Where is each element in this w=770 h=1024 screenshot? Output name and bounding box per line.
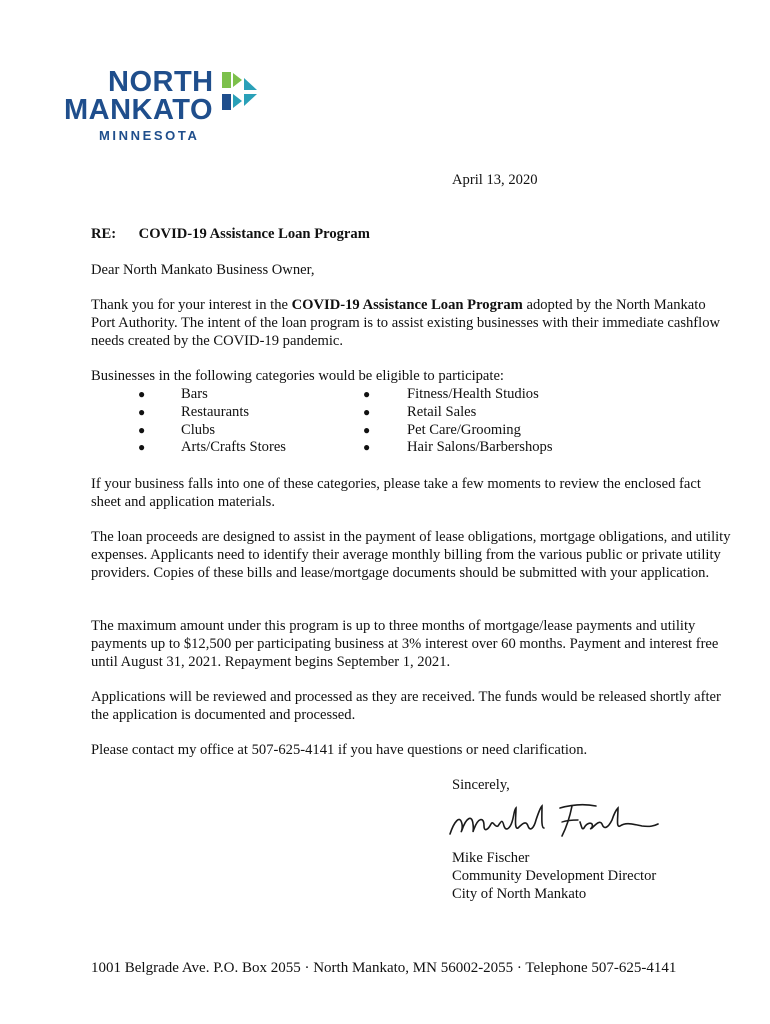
- category-left: Arts/Crafts Stores: [181, 439, 286, 456]
- bullet-icon: ●: [363, 440, 371, 455]
- letter-date: April 13, 2020: [452, 172, 538, 188]
- paragraph-processing: Applications will be reviewed and processed as they are received. The funds would be released shortly after the application is documented and processed.: [91, 689, 721, 723]
- logo-line-mankato: MANKATO: [64, 94, 214, 126]
- closing: Sincerely,: [452, 777, 510, 793]
- signer-name: Mike Fischer: [452, 850, 530, 866]
- city-logo: [64, 66, 264, 146]
- list-item: [91, 404, 731, 422]
- category-right: Pet Care/Grooming: [407, 421, 521, 438]
- paragraph-amount: The maximum amount under this program is up to three months of mortgage/lease payments and utility payments up to $12,500 per participating business at 3% interest over 60 months. Payment and interest free until August 31, 2021. Repayment begins September 1, 2021.: [91, 618, 719, 670]
- signature: [446, 800, 661, 842]
- category-left: Bars: [181, 386, 208, 402]
- intro-text-end: adopted by the North Mankato Port Authority. The intent of the loan program is to assist existing businesses with their immediate cashflow needs created by the COVID-19 pandemic.: [91, 297, 721, 349]
- subject-label: RE:: [91, 226, 117, 242]
- category-right: Fitness/Health Studios: [407, 386, 539, 402]
- subject-text: COVID-19 Assistance Loan Program: [138, 226, 370, 242]
- logo-line-north: NORTH: [108, 66, 214, 98]
- paragraph-proceeds: The loan proceeds are designed to assist in the payment of lease obligations, mortgage obligations, and utility expenses. Applicants need to identify their average monthly billing from the various public or private utility providers. Copies of these bills and lease/mortgage documents should be submitted with your application.: [91, 529, 731, 581]
- category-left: Restaurants: [181, 403, 250, 420]
- paragraph-intro: [91, 297, 731, 350]
- footer-address: 1001 Belgrade Ave. P.O. Box 2055 · North Mankato, MN 56002-2055 · Telephone 507-625-4141: [91, 960, 677, 976]
- bullet-icon: ●: [138, 440, 146, 455]
- category-left: Clubs: [181, 421, 216, 438]
- intro-program-name: COVID-19 Assistance Loan Program: [291, 297, 523, 313]
- paragraph-review: If your business falls into one of these categories, please take a few moments to review the enclosed fact sheet and application materials.: [91, 476, 701, 510]
- list-item: [91, 422, 731, 440]
- bullet-icon: ●: [138, 422, 146, 437]
- category-right: Hair Salons/Barbershops: [407, 439, 553, 456]
- list-item: [91, 386, 731, 404]
- signer-title: Community Development Director: [452, 868, 657, 884]
- list-item: [91, 439, 731, 457]
- bullet-icon: ●: [138, 387, 146, 401]
- category-right: Retail Sales: [407, 403, 477, 420]
- categories-intro: Businesses in the following categories would be eligible to participate:: [91, 368, 504, 384]
- subject-line: [91, 226, 370, 244]
- bullet-icon: ●: [363, 387, 371, 401]
- bullet-icon: ●: [363, 404, 371, 419]
- bullet-icon: ●: [363, 422, 371, 437]
- bullet-icon: ●: [138, 404, 146, 419]
- paragraph-contact: Please contact my office at 507-625-4141 if you have questions or need clarification.: [91, 742, 588, 758]
- categories-list: [91, 386, 731, 457]
- signer-organization: City of North Mankato: [452, 886, 587, 902]
- logo-line-minnesota: MINNESOTA: [99, 128, 200, 143]
- salutation: Dear North Mankato Business Owner,: [91, 262, 315, 278]
- logo-arrow-icon: [220, 70, 260, 114]
- intro-text-start: Thank you for your interest in the: [91, 297, 292, 313]
